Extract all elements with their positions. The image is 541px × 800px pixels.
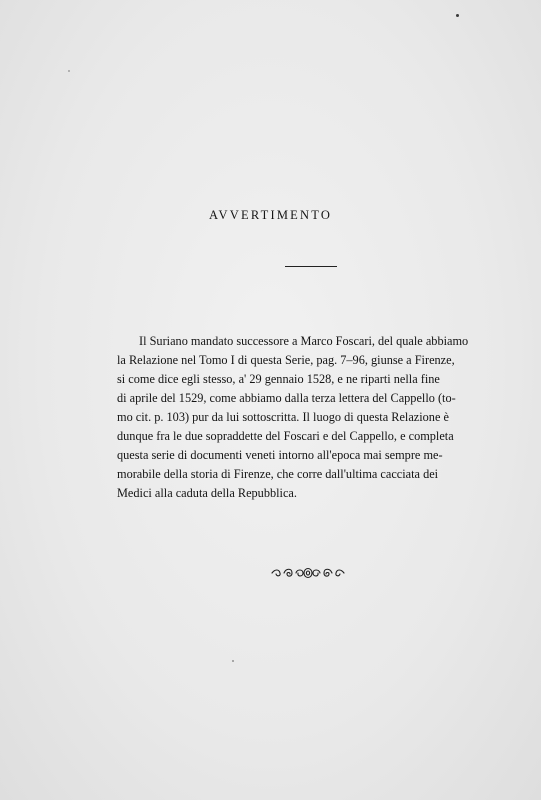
paragraph-line: si come dice egli stesso, a' 29 gennaio 1528, e ne riparti nella fine: [117, 372, 440, 386]
paragraph-line: Il Suriano mandato successore a Marco Foscari, del quale abbiamo: [139, 334, 469, 348]
heading-rule: [285, 266, 337, 267]
paragraph-line: mo cit. p. 103) pur da lui sottoscritta. Il luogo di questa Relazione è: [117, 410, 449, 424]
paragraph-line: morabile della storia di Firenze, che corre dall'ultima cacciata dei: [117, 467, 439, 481]
notice-paragraph: [117, 332, 469, 503]
scan-speck: [456, 14, 459, 17]
tail-piece-flourish-icon: [270, 566, 346, 580]
paragraph-line: questa serie di documenti veneti intorno all'epoca mai sempre me-: [117, 448, 443, 462]
paragraph-line: la Relazione nel Tomo I di questa Serie, pag. 7–96, giunse a Firenze,: [117, 353, 455, 367]
paragraph-line: di aprile del 1529, come abbiamo dalla terza lettera del Cappello (to-: [117, 391, 456, 405]
page-heading: AVVERTIMENTO: [208, 208, 333, 222]
scan-speck: [68, 70, 70, 72]
paragraph-line: Medici alla caduta della Repubblica.: [117, 486, 297, 500]
scan-speck: [232, 660, 234, 662]
paragraph-line: dunque fra le due sopraddette del Foscari e del Cappello, e completa: [117, 429, 454, 443]
